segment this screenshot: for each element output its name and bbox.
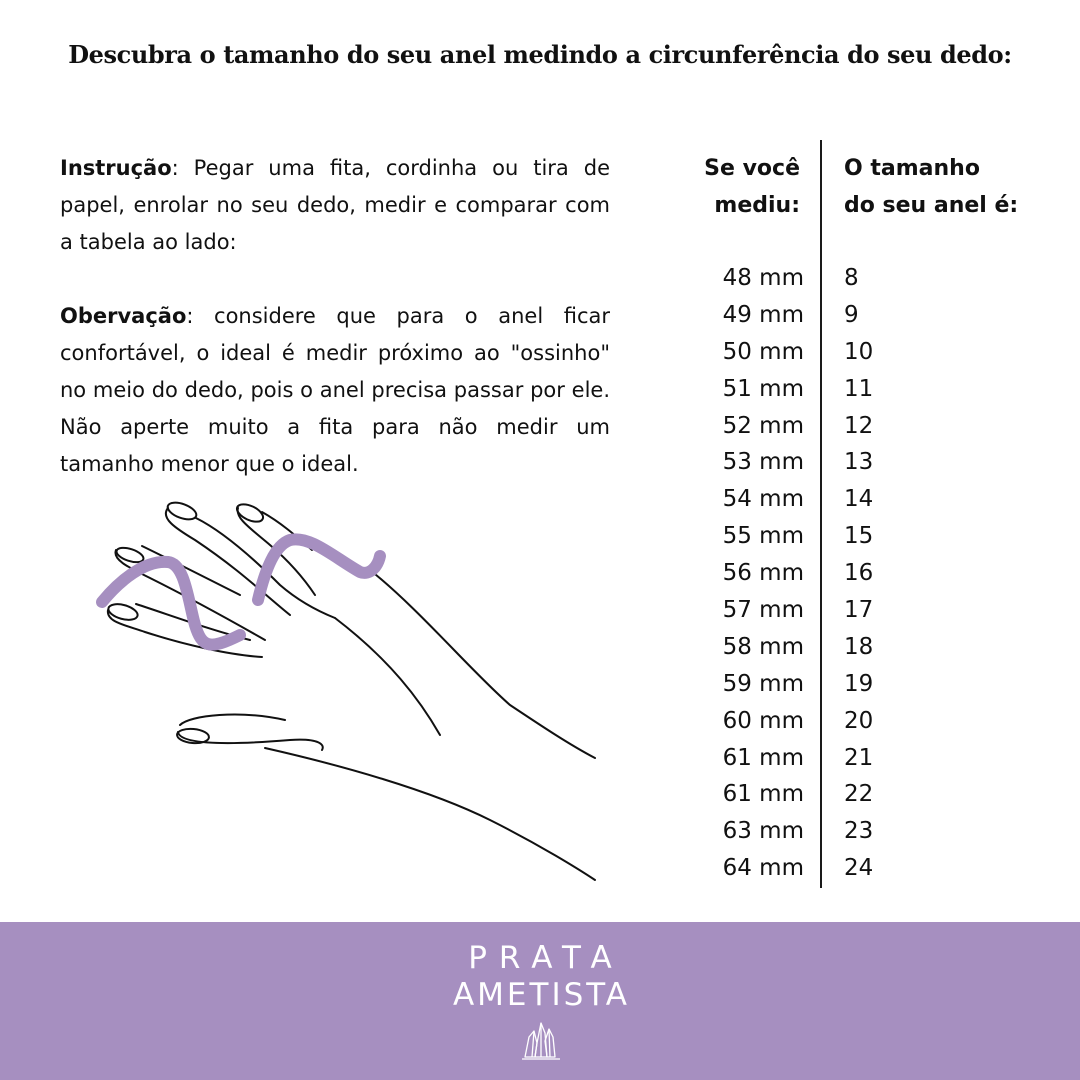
- header-size-line1: O tamanho: [844, 156, 980, 181]
- measurement-cell: 63 mm: [722, 818, 804, 845]
- measurement-cell: 64 mm: [722, 855, 804, 882]
- measurement-cell: 58 mm: [722, 633, 804, 660]
- table-row: [0, 444, 1080, 481]
- hand-with-ribbon-icon: [90, 500, 610, 890]
- ring-size-cell: 8: [844, 265, 859, 291]
- observation-label: Obervação: [60, 304, 187, 328]
- measurement-cell: 49 mm: [722, 301, 804, 328]
- measurement-cell: 53 mm: [722, 449, 804, 476]
- ring-size-cell: 12: [844, 412, 874, 439]
- table-header-measured: [704, 150, 800, 224]
- ring-size-cell: 9: [844, 301, 859, 328]
- measurement-cell: 60 mm: [722, 707, 804, 734]
- header-measured-line2: mediu:: [714, 193, 800, 218]
- ring-size-cell: 16: [844, 560, 874, 587]
- measurement-cell: 61 mm: [722, 744, 804, 771]
- brand-line-2: AMETISTA: [452, 977, 631, 1013]
- table-header-size: [844, 150, 1018, 224]
- ring-size-cell: 24: [844, 855, 874, 882]
- measurement-cell: 56 mm: [722, 560, 804, 587]
- ring-size-cell: 10: [844, 338, 874, 365]
- ring-size-cell: 17: [844, 597, 874, 624]
- instruction-text: : Pegar uma fita, cordinha ou tira de papel, enrolar no seu dedo, medir e comparar com a tabela ao lado:: [60, 156, 610, 254]
- measurement-cell: 54 mm: [722, 486, 804, 513]
- table-row: [0, 371, 1080, 408]
- measurement-cell: 57 mm: [722, 597, 804, 624]
- ring-size-cell: 15: [844, 523, 874, 550]
- measurement-cell: 51 mm: [722, 375, 804, 402]
- table-row: [0, 334, 1080, 371]
- ring-size-cell: 22: [844, 781, 874, 808]
- ring-size-cell: 13: [844, 449, 874, 476]
- page-title: Descubra o tamanho do seu anel medindo a circunferência do seu dedo:: [68, 40, 1012, 69]
- instruction-paragraph: [60, 150, 610, 261]
- ring-size-cell: 23: [844, 818, 874, 845]
- footer: [0, 922, 1080, 1080]
- ring-size-cell: 11: [844, 375, 874, 402]
- ring-size-cell: 14: [844, 486, 874, 513]
- table-row: [0, 260, 1080, 297]
- instruction-label: Instrução: [60, 156, 172, 180]
- table-row: [0, 408, 1080, 445]
- measurement-cell: 55 mm: [722, 523, 804, 550]
- ring-size-cell: 18: [844, 633, 874, 660]
- header-size-line2: do seu anel é:: [844, 193, 1019, 218]
- measurement-cell: 50 mm: [722, 338, 804, 365]
- measurement-cell: 61 mm: [722, 781, 804, 808]
- measurement-cell: 52 mm: [722, 412, 804, 439]
- table-row: [0, 297, 1080, 334]
- brand-line-1: PRATA: [468, 940, 624, 976]
- ring-size-cell: 19: [844, 670, 874, 697]
- header-measured-line1: Se você: [704, 156, 800, 181]
- observation-text: : considere que para o anel ficar confortável, o ideal é medir próximo ao "ossinho" no meio do dedo, pois o anel precisa passar por ele. Não aperte muito a fita para não medir um tamanho menor que o ideal.: [60, 304, 610, 476]
- measurement-cell: 59 mm: [722, 670, 804, 697]
- crystal-icon: [521, 1019, 561, 1061]
- ring-size-cell: 20: [844, 707, 874, 734]
- ring-size-cell: 21: [844, 744, 874, 771]
- measurement-cell: 48 mm: [722, 265, 804, 291]
